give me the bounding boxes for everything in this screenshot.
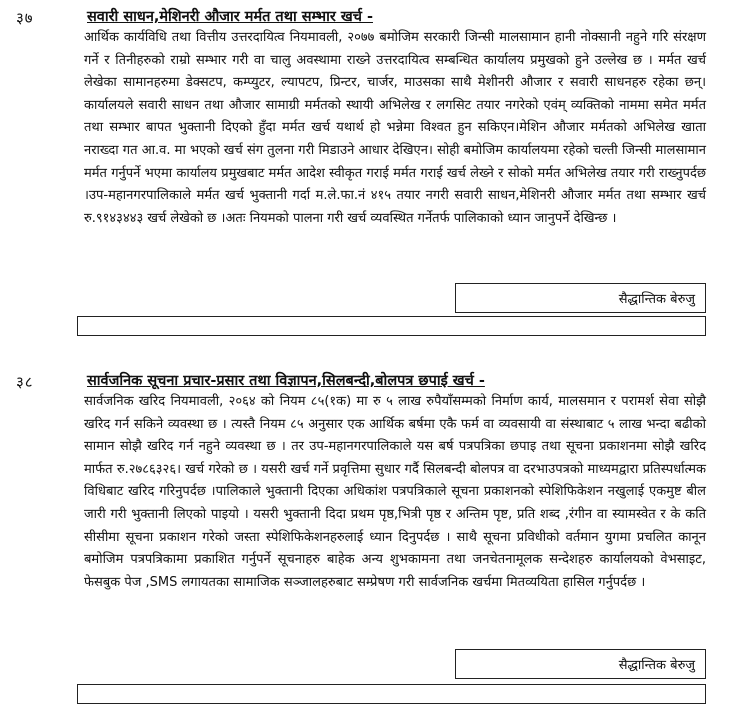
classification-box — [455, 649, 706, 679]
classification-label: सैद्धान्तिक बेरुजु — [618, 658, 695, 673]
section-title: सार्वजनिक सूचना प्रचार-प्रसार तथा विज्ञापन,सिलबन्दी,बोलपत्र छपाई खर्च - — [87, 373, 485, 389]
empty-row-box — [77, 684, 706, 704]
section-number: ३८ — [16, 373, 34, 391]
section-title: सवारी साधन,मेशिनरी औजार मर्मत तथा सम्भार खर्च - — [87, 9, 373, 25]
empty-row-box — [77, 316, 706, 336]
section-body: सार्वजनिक खरिद नियमावली, २०६४ को नियम ८५(१क) मा रु ५ लाख रुपैयाँसम्मको निर्माण कार्य, मालसमान र परामर्श सेवा सोझै खरिद गर्न सकिने व्यवस्था छ । त्यस्तै नियम ८५ अनुसार एक आर्थिक बर्षमा एकै फर्म वा व्यवसायी वा संस्थाबाट ५ लाख भन्दा बढीको सामान सोझै खरिद गर्न नहुने व्यवस्था छ । तर उप-महानगरपालिकाले यस बर्ष पत्रपत्रिका छपाइ तथा सूचना प्रकाशनमा सोझै खरिद मार्फत रु.२७८६३२६। खर्च गरेको छ । यसरी खर्च गर्ने प्रवृत्तिमा सुधार गर्दै सिलबन्दी बोलपत्र वा दरभाउपत्रको माध्यमद्वारा प्रतिस्पर्धात्मक विधिबाट खरिद गरिनुपर्दछ ।पालिकाले भुक्तानी दिएका अधिकांश पत्रपत्रिकाले सूचना प्रकाशनको स्पेशिफिकेशन नखुलाई एकमुष्ट बील जारी गरी भुक्तानी लिएको पाइयो । यसरी भुक्तानी दिदा प्रथम पृष्ठ,भित्री पृष्ठ र अन्तिम पृष्ट, प्रति शब्द ,रंगीन वा स्यामस्वेत र के कति सीसीमा सूचना प्रकाशन गरेको जस्ता स्पेशिफिकेशनहरुलाई ध्यान दिनुपर्दछ । साथै सूचना प्रविधीको वर्तमान युगमा प्रचलित कानून बमोजिम पत्रपत्रिकामा प्रकाशित गर्नुपर्ने सूचनाहरु बाहेक अन्य शुभकामना तथा जनचेतनामूलक सन्देशहरु कार्यालयको वेभसाइट, फेसबुक पेज ,SMS लगायतका सामाजिक सञ्जालहरुबाट सम्प्रेषण गरी सार्वजनिक खर्चमा मितव्ययिता हासिल गर्नुपर्दछ । — [84, 394, 706, 590]
classification-box — [455, 283, 706, 313]
section-number: ३७ — [16, 9, 34, 27]
classification-label: सैद्धान्तिक बेरुजु — [618, 292, 695, 307]
section-body: आर्थिक कार्यविधि तथा वित्तीय उत्तरदायित्व नियमावली, २०७७ बमोजिम सरकारी जिन्सी मालसामान हानी नोक्सानी नहुने गरि संरक्षण गर्ने र तिनीहरुको राम्रो सम्भार गरी वा चालु अवस्थामा राख्ने उत्तरदायित्व सम्बन्धित कार्यालय प्रमुखको हुने उल्लेख छ । मर्मत खर्च लेखेका सामानहरुमा डेक्सटप, कम्प्युटर, ल्यापटप, प्रिन्टर, चार्जर, माउसका साथै मेशीनरी औजार र सवारी साधनहरु रहेका छन्।कार्यालयले सवारी साधन तथा औजार सामाग्री मर्मतको स्थायी अभिलेख र लगसिट तयार नगरेको एवंम् व्यक्तिको नाममा समेत मर्मत तथा सम्भार बापत भुक्तानी दिएको हुँदा मर्मत खर्च यथार्थ हो भन्नेमा विश्वत हुन सकिएन।मेशिन औजार मर्मतको अभिलेख खाता नराख्दा गत आ.व. मा भएको खर्च संग तुलना गरी मिडाउने आधार देखिएन। सोही बमोजिम कार्यालयमा रहेको चल्ती जिन्सी मालसामान मर्मत गर्नुपर्ने भएमा कार्यालय प्रमुखबाट मर्मत आदेश स्वीकृत गराई मर्मत गराई खर्च लेख्ने र सोको मर्मत अभिलेख तयार गरी राख्नुपर्दछ ।उप-महानगरपालिकाले मर्मत खर्च भुक्तानी गर्दा म.ले.फा.नं ४१५ तयार नगरी सवारी साधन,मेशिनरी औजार मर्मत तथा सम्भार खर्च रु.९१४३४४३ खर्च लेखेको छ ।अतः नियमको पालना गरी खर्च व्यवस्थित गर्नेतर्फ पालिकाको ध्यान जानुपर्ने देखिन्छ । — [84, 30, 706, 226]
